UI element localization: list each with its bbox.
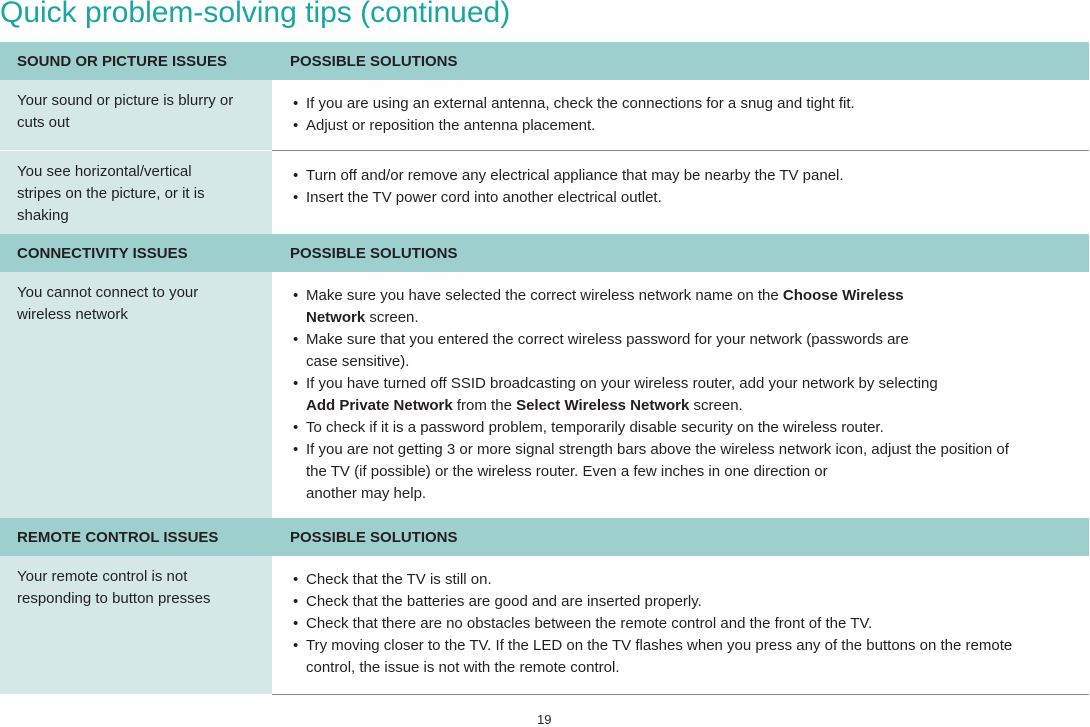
solution-item: • Try moving closer to the TV. If the LED on the TV flashes when you press any of the buttons on the remote control, the issue is not with the remote control. [290,635,1089,679]
solution-item: • Turn off and/or remove any electrical appliance that may be nearby the TV panel. [290,165,1089,187]
section-header-sound-picture [0,42,1089,80]
solutions-cell [290,165,1089,209]
solution-item: • Check that the TV is still on. [290,569,1089,591]
issue-column-header: CONNECTIVITY ISSUES [17,245,188,262]
table-row [0,272,1089,518]
solutions-column-header: POSSIBLE SOLUTIONS [290,53,458,70]
issue-cell: Your remote control is not responding to button presses [0,556,272,694]
solution-item: • Check that the batteries are good and are inserted properly. [290,591,1089,613]
solution-item: • Check that there are no obstacles between the remote control and the front of the TV. [290,613,1089,635]
table-row [0,556,1089,694]
table-row [0,80,1089,150]
section-header-remote-control [0,518,1089,556]
solutions-cell [290,285,1089,505]
row-divider [272,694,1089,695]
solutions-column-header: POSSIBLE SOLUTIONS [290,245,458,262]
solution-item: • To check if it is a password problem, temporarily disable security on the wireless router. [290,417,1089,439]
issue-column-header: SOUND OR PICTURE ISSUES [17,53,228,70]
solutions-column-header: POSSIBLE SOLUTIONS [290,529,458,546]
solution-item: • Make sure that you entered the correct wireless password for your network (passwords are case sensitive). [290,329,1089,373]
issue-cell: You see horizontal/vertical stripes on the picture, or it is shaking [0,151,272,234]
solution-item: • Insert the TV power cord into another electrical outlet. [290,187,1089,209]
solutions-cell [290,569,1089,679]
solution-item: • Adjust or reposition the antenna placement. [290,115,1089,137]
solution-item: • If you are using an external antenna, check the connections for a snug and tight fit. [290,93,1089,115]
table-row [0,151,1089,234]
issue-cell: Your sound or picture is blurry or cuts out [0,80,272,150]
page-title: Quick problem-solving tips (continued) [0,0,511,29]
solution-item: • If you are not getting 3 or more signal strength bars above the wireless network icon, adjust the position of the TV (if possible) or the wireless router. Even a few inches in one direction or another may help. [290,439,1089,505]
issue-cell: You cannot connect to your wireless network [0,272,272,518]
solution-item: • If you have turned off SSID broadcasting on your wireless router, add your network by selecting Add Private Network from the Select Wireless Network screen. [290,373,1089,417]
issue-column-header: REMOTE CONTROL ISSUES [17,529,219,546]
page-number: 19 [537,712,552,727]
solutions-cell [290,93,1089,137]
solution-item: • Make sure you have selected the correct wireless network name on the Choose Wireless Network screen. [290,285,1089,329]
section-header-connectivity [0,234,1089,272]
